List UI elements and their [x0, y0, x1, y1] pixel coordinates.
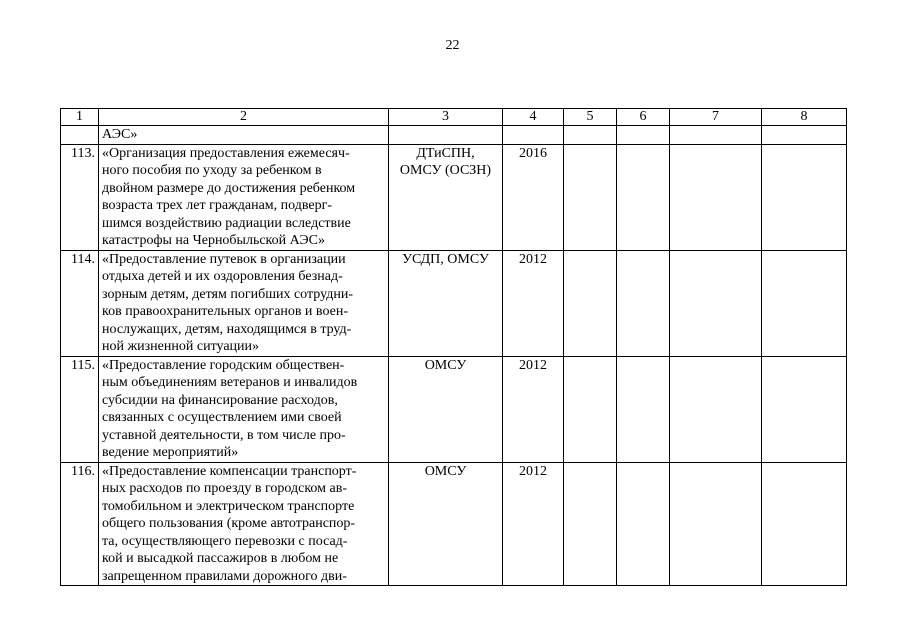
cell-col-8: [762, 356, 847, 462]
cell-col-7: [670, 144, 762, 250]
cell-name: «Организация предоставления ежемесяч- ного пособия по уходу за ребенком в двойном размере до достижения ребенком возраста трех лет гражданам, подверг- шимся воздействию радиации вследствие катастрофы на Чернобыльской АЭС»: [99, 144, 389, 250]
cell-col-8: [762, 126, 847, 145]
table-row: [61, 250, 847, 356]
cell-num: 114.: [61, 250, 99, 356]
cell-num: 116.: [61, 462, 99, 586]
services-table: [60, 108, 847, 586]
cell-col-8: [762, 250, 847, 356]
cell-executor: ДТиСПН, ОМСУ (ОСЗН): [389, 144, 503, 250]
cell-col-7: [670, 126, 762, 145]
cell-num: 113.: [61, 144, 99, 250]
cell-name: «Предоставление компенсации транспорт- ных расходов по проезду в городском ав- томобильном и электрическом транспорте общего пользования (кроме автотранспор- та, осуществляющего перевозки с посад- кой и высадкой пассажиров в любом не запрещенном правилами дорожного дви-: [99, 462, 389, 586]
header-col-2: 2: [99, 109, 389, 126]
page-number: 22: [445, 38, 460, 53]
cell-executor: [389, 126, 503, 145]
cell-name: «Предоставление путевок в организации отдыха детей и их оздоровления безнад- зорным детям, детям погибших сотрудни- ков правоохранительных органов и воен- нослужащих, детям, находящимся в труд- ной жизненной ситуации»: [99, 250, 389, 356]
cell-col-5: [564, 144, 617, 250]
header-col-1: 1: [61, 109, 99, 126]
cell-col-6: [617, 144, 670, 250]
cell-col-6: [617, 462, 670, 586]
cell-num: [61, 126, 99, 145]
cell-col-7: [670, 356, 762, 462]
cell-executor: ОМСУ: [389, 462, 503, 586]
cell-col-7: [670, 250, 762, 356]
cell-col-8: [762, 144, 847, 250]
header-col-6: 6: [617, 109, 670, 126]
cell-name: АЭС»: [99, 126, 389, 145]
cell-year: 2012: [503, 250, 564, 356]
cell-year: 2012: [503, 462, 564, 586]
cell-col-6: [617, 356, 670, 462]
table-row: [61, 356, 847, 462]
cell-col-7: [670, 462, 762, 586]
header-col-8: 8: [762, 109, 847, 126]
table-row-continuation: [61, 126, 847, 145]
cell-col-5: [564, 356, 617, 462]
cell-executor: УСДП, ОМСУ: [389, 250, 503, 356]
cell-num: 115.: [61, 356, 99, 462]
cell-col-5: [564, 126, 617, 145]
cell-year: [503, 126, 564, 145]
header-col-3: 3: [389, 109, 503, 126]
cell-name: «Предоставление городским обществен- ным объединениям ветеранов и инвалидов субсидии на финансирование расходов, связанных с осуществлением ими своей уставной деятельности, в том числе про- ведение мероприятий»: [99, 356, 389, 462]
cell-year: 2012: [503, 356, 564, 462]
cell-col-8: [762, 462, 847, 586]
header-col-7: 7: [670, 109, 762, 126]
header-col-4: 4: [503, 109, 564, 126]
header-row: [61, 109, 847, 126]
cell-executor: ОМСУ: [389, 356, 503, 462]
cell-col-6: [617, 126, 670, 145]
header-col-5: 5: [564, 109, 617, 126]
cell-year: 2016: [503, 144, 564, 250]
cell-col-5: [564, 250, 617, 356]
table-row: [61, 144, 847, 250]
cell-col-6: [617, 250, 670, 356]
cell-col-5: [564, 462, 617, 586]
table-row: [61, 462, 847, 586]
